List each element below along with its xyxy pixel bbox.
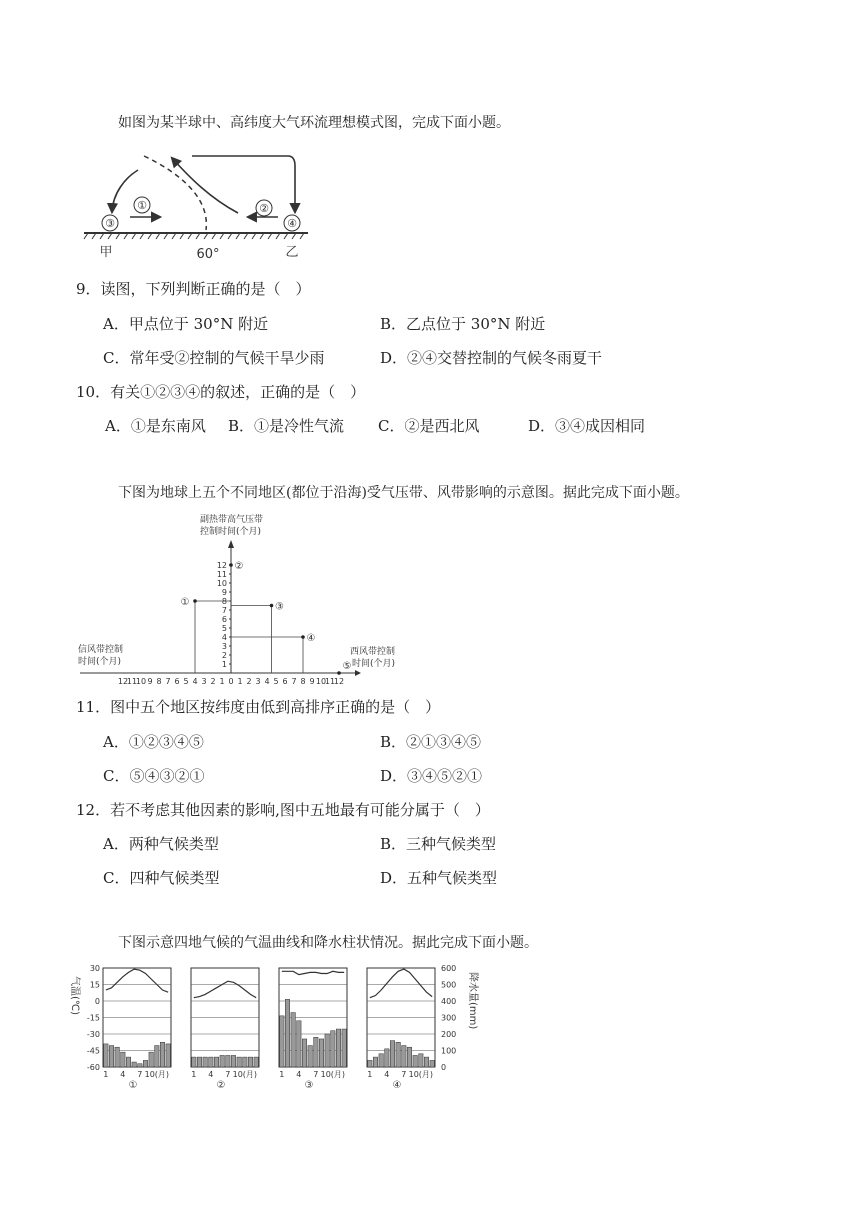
precip-bar: [104, 1044, 108, 1067]
precip-bar: [308, 1046, 312, 1067]
climate-panel-2: [191, 968, 259, 1091]
x-tick-label-right: 9: [309, 677, 315, 686]
y-tick-label: 9: [221, 588, 227, 597]
precip-bar: [231, 1055, 235, 1067]
x-tick-label-left: 11: [126, 677, 138, 686]
svg-text:①: ①: [137, 199, 147, 212]
q11-option-c[interactable]: C．⑤④③②①: [103, 767, 205, 785]
circle-2: [256, 200, 272, 216]
x-tick-label-left: 6: [174, 677, 180, 686]
month-tick-label: 1: [103, 1070, 109, 1079]
precip-bar: [424, 1057, 428, 1067]
month-tick-label: 1: [367, 1070, 373, 1079]
q12-stem: 12．若不考虑其他因素的影响,图中五地最有可能分属于（ ）: [76, 801, 490, 819]
precip-bar: [402, 1046, 406, 1067]
x-tick-label-right: 1: [237, 677, 243, 686]
precip-bar: [254, 1057, 258, 1067]
right-tick-label: 0: [441, 1063, 447, 1072]
right-axis-title-2: 时间(个月): [352, 659, 396, 669]
precip-bar: [109, 1046, 113, 1067]
climate-panel-3: [279, 968, 347, 1091]
right-tick-label: 200: [441, 1030, 457, 1039]
precip-bar: [203, 1057, 207, 1067]
precip-bar: [226, 1055, 230, 1067]
precip-bar: [143, 1060, 147, 1067]
precip-bar: [291, 1013, 295, 1067]
x-tick-label-left: 9: [147, 677, 153, 686]
x-tick-label-right: 8: [300, 677, 306, 686]
x-tick-label-left: 3: [201, 677, 207, 686]
month-tick-label: 10(月): [144, 1070, 170, 1079]
precip-bar: [336, 1029, 340, 1067]
panel-label: ②: [216, 1080, 226, 1091]
left-axis-title-1: 信风带控制: [78, 645, 124, 655]
precip-bar: [243, 1057, 247, 1067]
y-tick-label: 10: [216, 579, 227, 588]
q12-option-b[interactable]: B．三种气候类型: [380, 835, 497, 853]
q10-option-b[interactable]: B．①是冷性气流: [228, 417, 345, 435]
precip-bar: [115, 1047, 119, 1067]
precip-bar: [373, 1057, 377, 1067]
y-tick-label: 5: [221, 624, 227, 633]
right-axis-title-1: 西风带控制: [350, 647, 396, 657]
precip-bar: [413, 1055, 417, 1067]
left-tick-label: -30: [86, 1030, 100, 1039]
left-axis-title: 气温(℃): [69, 976, 80, 1016]
x-tick-label-left: 12: [117, 677, 129, 686]
label-60: 60°: [196, 247, 220, 262]
intro-3: 下图示意四地气候的气温曲线和降水柱状情况。据此完成下面小题。: [118, 935, 538, 951]
svg-text:④: ④: [287, 217, 297, 230]
precip-bar: [138, 1064, 142, 1067]
left-tick-label: -15: [86, 1013, 100, 1023]
precip-bar: [385, 1049, 389, 1067]
right-tick-label: 400: [441, 997, 457, 1006]
left-tick-label: -60: [86, 1063, 100, 1072]
right-tick-label: 500: [441, 980, 457, 990]
month-tick-label: 4: [384, 1070, 390, 1079]
y-tick-label: 8: [221, 597, 227, 606]
label-jia: 甲: [99, 245, 113, 260]
precip-bar: [285, 999, 289, 1067]
point-1: [193, 599, 197, 603]
y-tick-label: 6: [221, 615, 227, 624]
q11-option-d[interactable]: D．③④⑤②①: [380, 767, 483, 785]
point-label-4: ④: [306, 633, 316, 644]
q11-option-a[interactable]: A．①②③④⑤: [103, 733, 204, 751]
panel-label: ④: [392, 1080, 402, 1091]
q9-option-b[interactable]: B．乙点位于 30°N 附近: [380, 315, 546, 333]
q12-option-a[interactable]: A．两种气候类型: [103, 835, 219, 853]
y-axis-title-2: 控制时间(个月): [200, 527, 262, 537]
q9-stem: 9．读图，下列判断正确的是（ ）: [76, 280, 311, 298]
month-tick-label: 7: [137, 1070, 143, 1079]
precip-bar: [132, 1062, 136, 1067]
month-tick-label: 4: [296, 1070, 302, 1079]
month-tick-label: 10(月): [232, 1070, 258, 1079]
precip-bar: [214, 1057, 218, 1067]
x-axis-arrow: [355, 670, 361, 676]
precip-bar: [220, 1055, 224, 1067]
precip-bar: [121, 1052, 125, 1067]
svg-text:③: ③: [105, 217, 115, 230]
x-tick-label-right: 5: [273, 677, 279, 686]
y-axis-arrow: [228, 540, 234, 548]
x-tick-label-left: 8: [156, 677, 162, 686]
x-tick-label-left: 2: [210, 677, 216, 686]
x-tick-label-right: 0: [228, 677, 234, 686]
left-axis-title-2: 时间(个月): [78, 657, 122, 667]
right-tick-label: 100: [441, 1046, 457, 1056]
point-4: [301, 635, 305, 639]
climate-panel-1: [103, 968, 171, 1091]
x-tick-label-left: 1: [219, 677, 225, 686]
point-2: [229, 563, 233, 567]
x-tick-label-right: 7: [291, 677, 297, 686]
svg-text:②: ②: [259, 202, 269, 215]
panel-label: ③: [304, 1080, 314, 1091]
precip-bar: [379, 1054, 383, 1067]
y-axis-title-1: 副热带高气压带: [200, 515, 264, 525]
precip-bar: [430, 1060, 434, 1067]
month-tick-label: 1: [191, 1070, 197, 1079]
q12-option-c[interactable]: C．四种气候类型: [103, 869, 220, 887]
precip-bar: [319, 1039, 323, 1067]
rising-flow-arrow: [172, 158, 238, 213]
month-tick-label: 7: [401, 1070, 407, 1079]
x-tick-label-left: 4: [192, 677, 198, 686]
circle-1: [134, 197, 150, 213]
precip-bar: [331, 1031, 335, 1067]
month-tick-label: 10(月): [320, 1070, 346, 1079]
q9-option-d[interactable]: D．②④交替控制的气候冬雨夏干: [380, 349, 603, 367]
precip-bar: [297, 1021, 301, 1067]
panel-label: ①: [128, 1080, 138, 1091]
y-tick-label: 12: [216, 561, 227, 570]
left-tick-label: 0: [94, 997, 100, 1006]
q10-option-d[interactable]: D．③④成因相同: [528, 417, 646, 435]
y-tick-label: 11: [216, 570, 227, 579]
x-tick-label-left: 7: [165, 677, 171, 686]
right-tick-label: 600: [441, 964, 457, 973]
month-tick-label: 4: [208, 1070, 214, 1079]
point-label-2: ②: [234, 561, 244, 572]
q11-stem: 11．图中五个地区按纬度由低到高排序正确的是（ ）: [76, 698, 441, 716]
left-tick-label: 30: [89, 964, 100, 973]
point-label-3: ③: [275, 601, 284, 613]
precip-bar: [248, 1057, 252, 1067]
climate-charts: [70, 960, 480, 1090]
climate-panel-4: [367, 968, 435, 1091]
precip-bar: [325, 1034, 329, 1067]
precip-bar: [390, 1041, 394, 1067]
precip-bar: [302, 1039, 306, 1067]
precip-bar: [166, 1044, 170, 1067]
precip-bar: [160, 1042, 164, 1067]
month-tick-label: 10(月): [408, 1070, 434, 1079]
point-label-1: ①: [180, 597, 190, 608]
q10-stem: 10．有关①②③④的叙述，正确的是（ ）: [76, 383, 366, 401]
precip-bar: [126, 1057, 130, 1067]
left-tick-label: -45: [86, 1046, 100, 1056]
x-tick-label-left: 10: [135, 677, 147, 686]
x-tick-label-right: 4: [264, 677, 270, 686]
month-tick-label: 7: [225, 1070, 231, 1079]
y-tick-label: 4: [221, 633, 227, 642]
q10-option-a[interactable]: A．①是东南风: [105, 417, 206, 435]
precip-bar: [280, 1016, 284, 1067]
precip-bar: [314, 1037, 318, 1067]
upper-flow-arrow: [192, 156, 295, 212]
atmospheric-circulation-diagram: [80, 148, 320, 263]
precip-bar: [192, 1057, 196, 1067]
y-tick-label: 7: [221, 606, 227, 615]
x-tick-label-right: 10: [315, 677, 327, 686]
right-tick-label: 300: [441, 1013, 457, 1023]
precip-bar: [209, 1057, 213, 1067]
x-tick-label-left: 5: [183, 677, 189, 686]
x-tick-label-right: 12: [333, 677, 345, 686]
precip-bar: [237, 1057, 241, 1067]
pressure-wind-belt-chart: [70, 510, 410, 685]
month-tick-label: 7: [313, 1070, 319, 1079]
q12-option-d[interactable]: D．五种气候类型: [380, 869, 498, 887]
point-3: [270, 604, 274, 608]
x-tick-label-right: 11: [324, 677, 336, 686]
precip-bar: [407, 1047, 411, 1067]
point-5: [337, 671, 341, 675]
x-tick-label-right: 3: [255, 677, 261, 686]
x-tick-label-right: 6: [282, 677, 288, 686]
q11-option-b[interactable]: B．②①③④⑤: [380, 733, 482, 751]
precip-bar: [396, 1042, 400, 1067]
label-yi: 乙: [285, 245, 299, 260]
y-tick-label: 2: [221, 651, 227, 660]
circle-4: [284, 215, 300, 231]
y-tick-label: 1: [221, 660, 227, 669]
q9-option-a[interactable]: A．甲点位于 30°N 附近: [103, 315, 269, 333]
left-tick-label: 15: [89, 980, 100, 990]
month-tick-label: 1: [279, 1070, 285, 1079]
precip-bar: [155, 1046, 159, 1067]
intro-1: 如图为某半球中、高纬度大气环流理想模式图，完成下面小题。: [118, 115, 510, 131]
precip-bar: [419, 1054, 423, 1067]
x-tick-label-right: 2: [246, 677, 252, 686]
precip-bar: [149, 1052, 153, 1067]
right-axis-title: 降水量(mm): [467, 972, 478, 1030]
precip-bar: [368, 1060, 372, 1067]
precip-bar: [342, 1029, 346, 1067]
q10-option-c[interactable]: C．②是西北风: [378, 417, 480, 435]
precip-bar: [197, 1057, 201, 1067]
month-tick-label: 4: [120, 1070, 126, 1079]
circle-3: [102, 215, 118, 231]
q9-option-c[interactable]: C．常年受②控制的气候干旱少雨: [103, 349, 325, 367]
front-dashed-line: [144, 156, 206, 230]
intro-2: 下图为地球上五个不同地区(都位于沿海)受气压带、风带影响的示意图。据此完成下面小题。: [118, 485, 689, 501]
point-label-5: ⑤: [342, 661, 352, 672]
y-tick-label: 3: [221, 642, 227, 651]
